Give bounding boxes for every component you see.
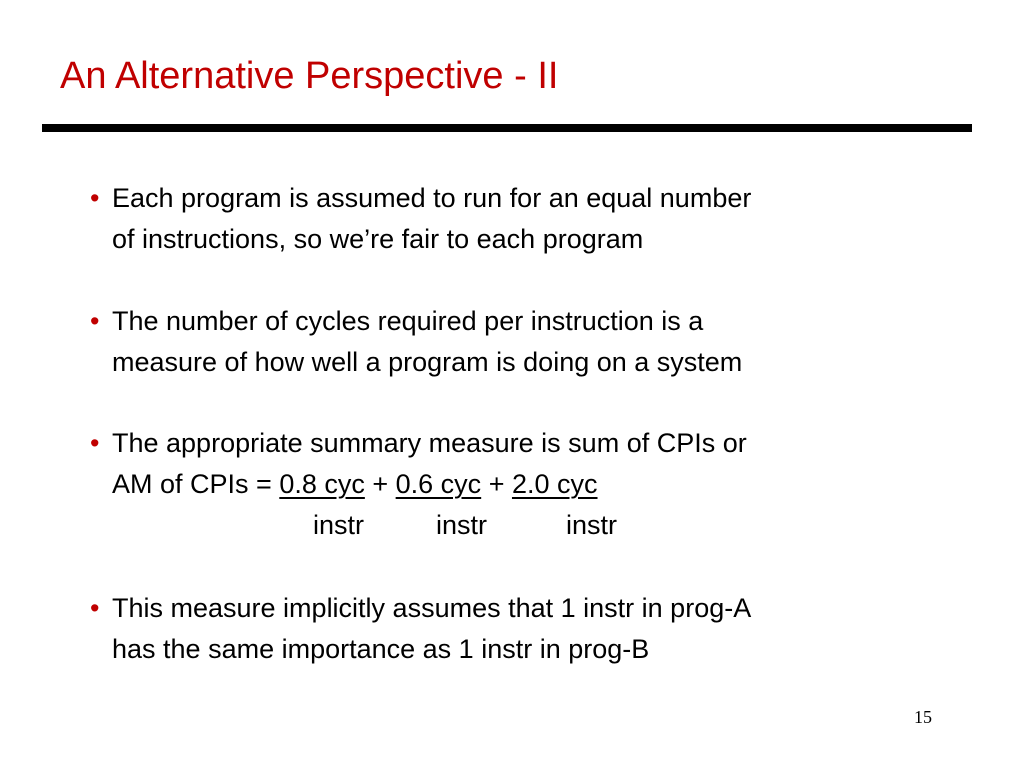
bullet-1-line-1 — [90, 181, 751, 215]
bullet-dot: • — [90, 183, 100, 213]
bullet-dot: • — [90, 306, 100, 336]
fraction-1-denominator: instr — [313, 510, 365, 540]
fraction-1-numerator: 0.8 cyc — [279, 469, 365, 499]
bullet-dot: • — [90, 428, 100, 458]
fraction-2-denominator: instr — [436, 510, 488, 540]
fraction-3-denominator: instr — [566, 510, 618, 540]
bullet-1-line-2: of instructions, so we’re fair to each program — [112, 224, 644, 254]
bullet-dot: • — [90, 593, 100, 623]
bullet-4-text-1: This measure implicitly assumes that 1 instr in prog-A — [112, 593, 752, 623]
am-cpi-prefix: AM of CPIs = — [112, 469, 280, 499]
plus-operator: + — [364, 469, 396, 499]
bullet-3-text-1: The appropriate summary measure is sum of CPIs or — [112, 428, 747, 458]
bullet-2-text-1: The number of cycles required per instruction is a — [112, 306, 704, 336]
bullet-2-line-2: measure of how well a program is doing on a system — [112, 347, 743, 377]
bullet-4-line-1 — [90, 591, 751, 625]
bullet-3-line-1 — [90, 426, 747, 460]
am-cpi-formula — [112, 467, 598, 501]
plus-operator: + — [481, 469, 512, 499]
page-number: 15 — [914, 707, 932, 727]
fraction-3-numerator: 2.0 cyc — [511, 469, 598, 499]
fraction-2-numerator: 0.6 cyc — [395, 469, 482, 499]
bullet-1-text-1: Each program is assumed to run for an equal number — [112, 183, 752, 213]
bullet-2-line-1 — [90, 304, 703, 338]
bullet-4-line-2: has the same importance as 1 instr in prog-B — [112, 634, 650, 664]
slide-title: An Alternative Perspective - II — [60, 55, 559, 97]
title-divider — [42, 124, 972, 132]
